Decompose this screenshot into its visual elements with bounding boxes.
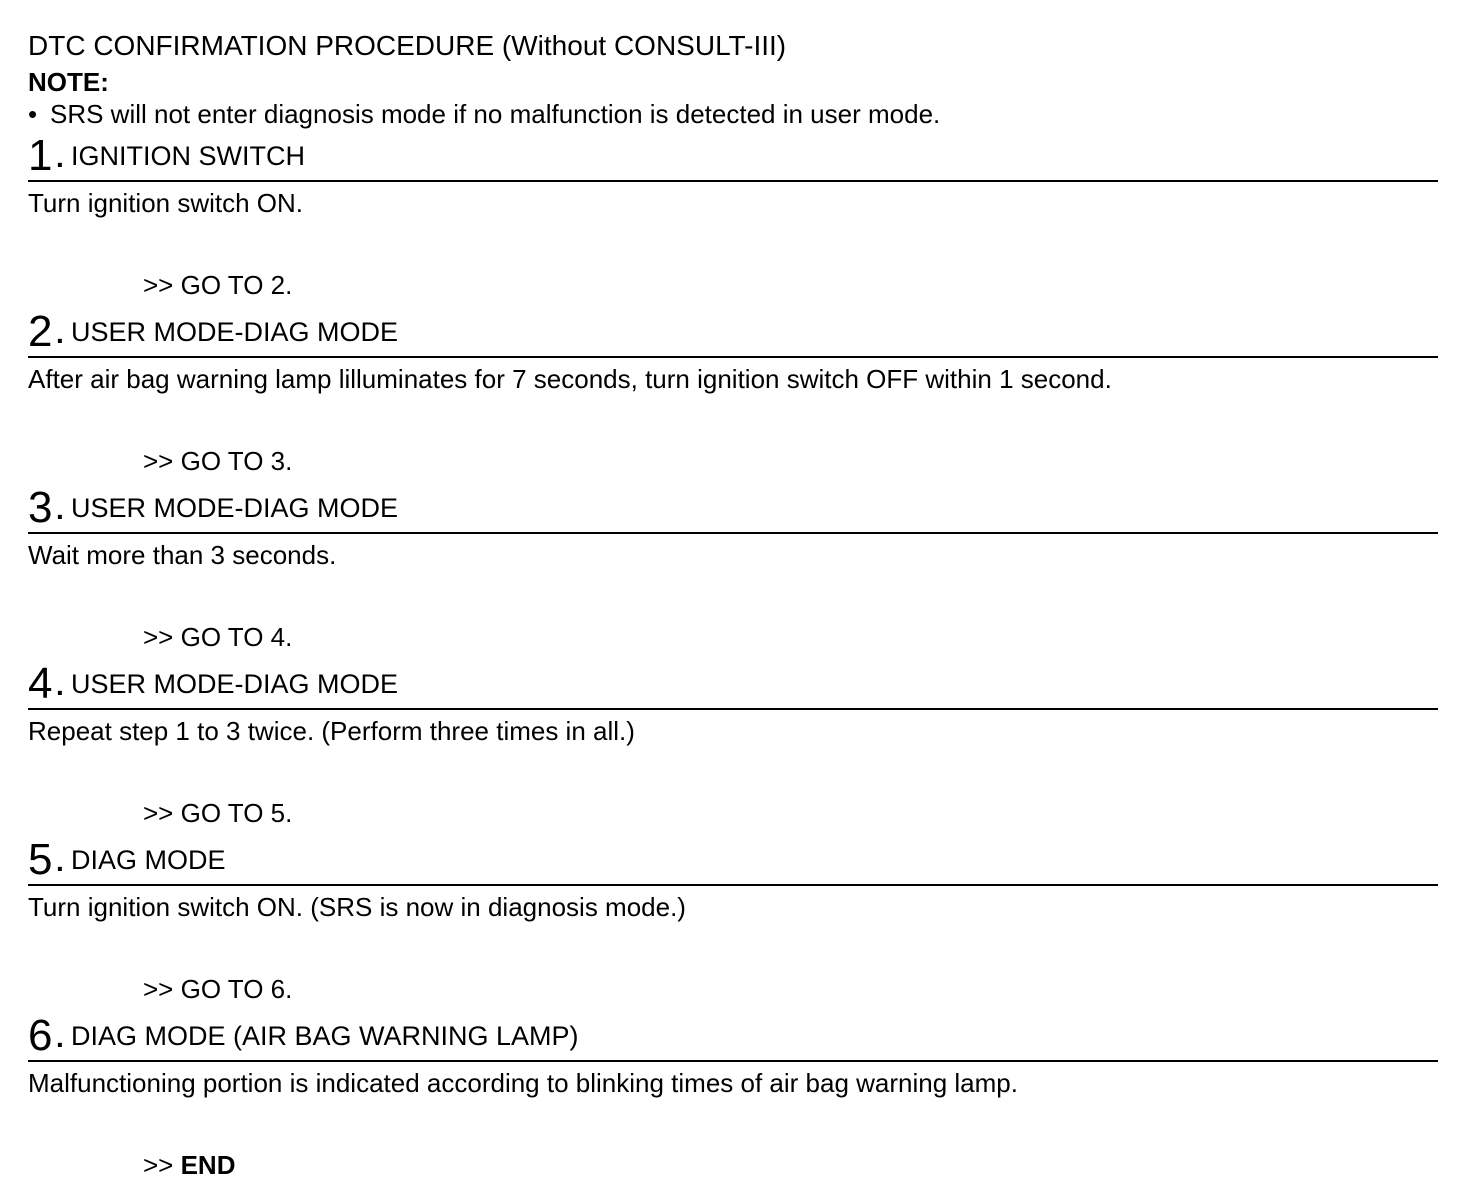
step-dot: . — [56, 1022, 64, 1053]
note-text: SRS will not enter diagnosis mode if no malfunction is detected in user mode. — [50, 99, 941, 129]
goto-line — [143, 974, 292, 1004]
step-header — [28, 306, 1438, 358]
goto-target: GO TO 4. — [180, 622, 293, 652]
note-item — [28, 99, 940, 129]
goto-arrow: >> — [143, 1150, 181, 1180]
step-header — [28, 482, 1438, 534]
step-number: 2 — [28, 307, 53, 356]
goto-line — [143, 446, 292, 476]
step-number: 6 — [28, 1011, 53, 1060]
step-title: USER MODE-DIAG MODE — [71, 317, 399, 347]
procedure-title: DTC CONFIRMATION PROCEDURE (Without CONSULT-III) — [28, 30, 787, 61]
step-dot: . — [56, 142, 64, 173]
goto-arrow: >> — [143, 622, 181, 652]
step-2 — [28, 306, 1438, 482]
step-dot: . — [56, 846, 64, 877]
step-header — [28, 1010, 1438, 1062]
step-1 — [28, 130, 1438, 306]
step-title: DIAG MODE — [71, 845, 226, 875]
step-title: IGNITION SWITCH — [71, 141, 305, 171]
step-number: 4 — [28, 659, 53, 708]
step-3 — [28, 482, 1438, 658]
goto-line — [143, 1150, 236, 1180]
step-instruction: After air bag warning lamp lilluminates for 7 seconds, turn ignition switch OFF within 1 second. — [28, 364, 1112, 394]
step-instruction: Repeat step 1 to 3 twice. (Perform three times in all.) — [28, 716, 635, 746]
goto-target-end: END — [180, 1150, 236, 1180]
step-number: 3 — [28, 483, 53, 532]
step-dot: . — [56, 670, 64, 701]
goto-arrow: >> — [143, 798, 181, 828]
goto-line — [143, 622, 292, 652]
step-title: USER MODE-DIAG MODE — [71, 493, 399, 523]
step-4 — [28, 658, 1438, 834]
bullet-icon: • — [28, 99, 38, 129]
step-dot: . — [56, 494, 64, 525]
step-instruction: Turn ignition switch ON. — [28, 188, 304, 218]
goto-arrow: >> — [143, 270, 181, 300]
step-6 — [28, 1010, 1438, 1186]
goto-line — [143, 798, 292, 828]
goto-target: GO TO 3. — [180, 446, 293, 476]
step-number: 5 — [28, 835, 53, 884]
step-instruction: Wait more than 3 seconds. — [28, 540, 337, 570]
step-number: 1 — [28, 131, 53, 180]
step-instruction: Malfunctioning portion is indicated according to blinking times of air bag warning lamp. — [28, 1068, 1018, 1098]
step-title: DIAG MODE (AIR BAG WARNING LAMP) — [71, 1021, 579, 1051]
step-header — [28, 130, 1438, 182]
step-5 — [28, 834, 1438, 1010]
goto-target: GO TO 5. — [180, 798, 293, 828]
goto-line — [143, 270, 292, 300]
step-dot: . — [56, 318, 64, 349]
note-label: NOTE: — [28, 67, 109, 97]
step-header — [28, 658, 1438, 710]
goto-target: GO TO 6. — [180, 974, 293, 1004]
step-instruction: Turn ignition switch ON. (SRS is now in diagnosis mode.) — [28, 892, 686, 922]
step-header — [28, 834, 1438, 886]
step-title: USER MODE-DIAG MODE — [71, 669, 399, 699]
goto-target: GO TO 2. — [180, 270, 293, 300]
goto-arrow: >> — [143, 974, 181, 1004]
goto-arrow: >> — [143, 446, 181, 476]
